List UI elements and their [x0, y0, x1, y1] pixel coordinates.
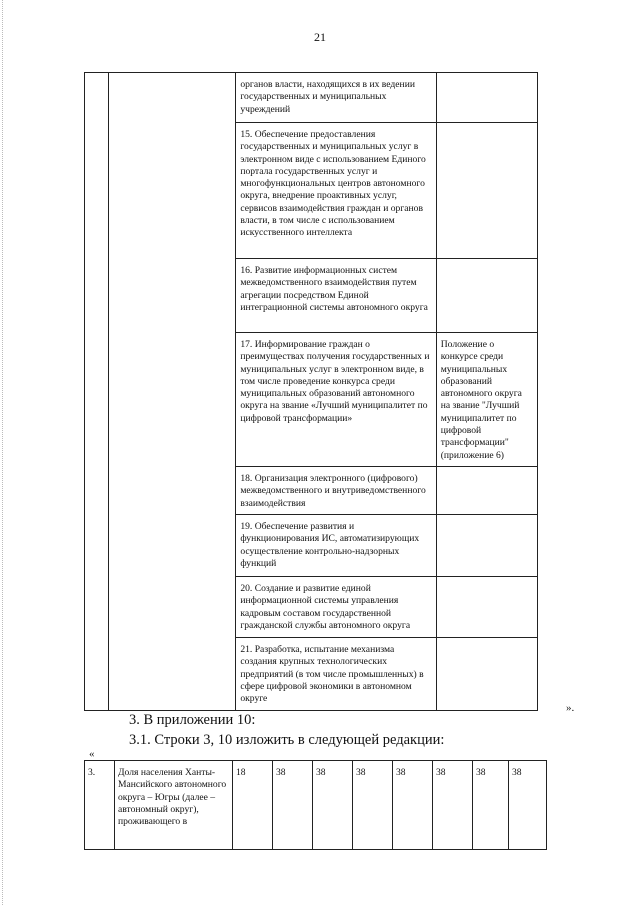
value-cell: 18: [233, 761, 273, 850]
table-row: [85, 761, 547, 850]
value-cell: 38: [473, 761, 509, 850]
document-cell: Положение о конкурсе среди муниципальных образований автономного округа на звание "Лучший муниципалитет по цифровой трансформации" (приложение 6): [436, 333, 537, 467]
scan-edge-mark: [2, 0, 4, 905]
measure-cell: 20. Создание и развитие единой информационной системы управления кадровым составом государственной гражданской службы автономного округа: [236, 576, 436, 637]
value-cell: 38: [509, 761, 547, 850]
subsection-heading-rows: 3.1. Строки 3, 10 изложить в следующей редакции:: [129, 732, 445, 748]
document-cell: [436, 576, 537, 637]
value-cell: 38: [313, 761, 353, 850]
measure-cell: 18. Организация электронного (цифрового) межведомственного и внутриведомственного взаимодействия: [236, 466, 436, 514]
measure-cell: органов власти, находящихся в их ведении государственных и муниципальных учреждений: [236, 73, 436, 123]
section-heading-appendix-10: 3. В приложении 10:: [129, 712, 256, 728]
value-cell: 38: [433, 761, 473, 850]
table-row: [85, 73, 538, 123]
document-cell: [436, 466, 537, 514]
continuation-table: [84, 72, 538, 711]
indicators-table: [84, 760, 547, 850]
opening-quote: «: [89, 748, 95, 760]
measure-cell: 19. Обеспечение развития и функционирования ИС, автоматизирующих осуществление контрольно-надзорных функций: [236, 514, 436, 576]
document-cell: [436, 514, 537, 576]
measure-cell: 15. Обеспечение предоставления государственных и муниципальных услуг в электронном виде с использованием Единого портала государственных услуг и многофункциональных центров автономного округа, внедрение проактивных услуг, сервисов взаимодействия граждан и органов власти, в том числе с использованием искусственного интеллекта: [236, 123, 436, 259]
value-cell: 38: [273, 761, 313, 850]
measure-cell: 21. Разработка, испытание механизма создания крупных технологических предприятий (в том числе промышленных) в сфере цифровой экономики в автономном округе: [236, 637, 436, 710]
document-cell: [436, 73, 537, 123]
indicator-name: Доля населения Ханты-Мансийского автономного округа – Югры (далее – автономный округ), проживающего в: [115, 761, 233, 850]
merged-number-cell: [85, 73, 109, 711]
continuation-table-body: [85, 73, 538, 711]
measure-cell: 17. Информирование граждан о преимуществах получения государственных и муниципальных услуг в электронном виде, в том числе проведение конкурса среди муниципальных образований автономного округа на звание «Лучший муниципалитет по цифровой трансформации»: [236, 333, 436, 467]
closing-quote: ».: [566, 702, 575, 714]
row-number: 3.: [85, 761, 115, 850]
value-cell: 38: [393, 761, 433, 850]
document-cell: [436, 123, 537, 259]
merged-name-cell: [109, 73, 236, 711]
value-cell: 38: [353, 761, 393, 850]
page-number: 21: [314, 30, 326, 44]
document-cell: [436, 637, 537, 710]
document-cell: [436, 259, 537, 333]
measure-cell: 16. Развитие информационных систем межведомственного взаимодействия путем агрегации посредством Единой интеграционной системы автономного округа: [236, 259, 436, 333]
